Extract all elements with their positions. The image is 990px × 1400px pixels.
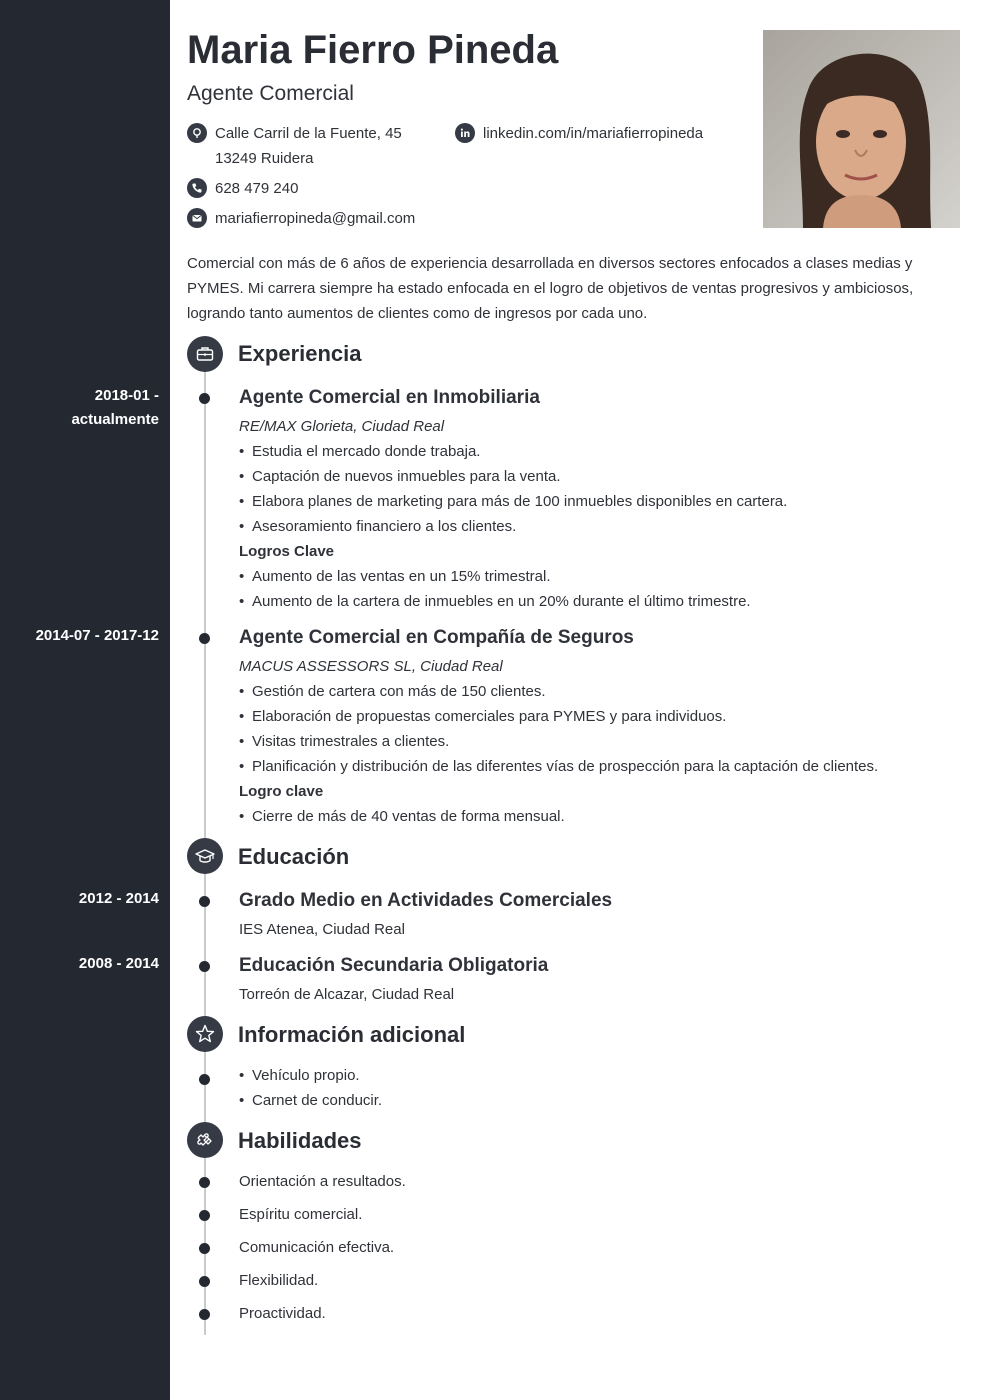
skill-item: Orientación a resultados. (239, 1173, 406, 1190)
star-icon (187, 1016, 223, 1052)
linkedin-icon (455, 123, 475, 143)
profile-summary: Comercial con más de 6 años de experiencia desarrollada en diversos sectores enfocados a clases medias y PYMES. Mi carrera siempre ha estado enfocada en el logro de objetivos de ventas progresivos y ambiciosos, logrando tanto aumentos de clientes como de ingresos por cada uno. (187, 255, 914, 322)
timeline-dot (199, 961, 210, 972)
skill-item: Espíritu comercial. (239, 1206, 363, 1223)
job-duties (239, 679, 878, 779)
timeline-dot (199, 1177, 210, 1188)
job-company: RE/MAX Glorieta, Ciudad Real (239, 418, 445, 435)
timeline-dot (199, 393, 210, 404)
contact-phone (187, 176, 298, 201)
skill-item: Flexibilidad. (239, 1272, 319, 1289)
sidebar (0, 0, 170, 1400)
list-item: • Captación de nuevos inmuebles para la venta. (239, 464, 787, 489)
list-item: • Elabora planes de marketing para más de 100 inmuebles disponibles en cartera. (239, 489, 787, 514)
contact-address (187, 121, 402, 171)
additional-list (239, 1063, 382, 1113)
candidate-name: Maria Fierro Pineda (187, 28, 559, 72)
education-school: IES Atenea, Ciudad Real (239, 921, 405, 938)
education-title: Educación (238, 844, 350, 869)
list-item: • Elaboración de propuestas comerciales para PYMES y para individuos. (239, 704, 878, 729)
address-line2: 13249 Ruidera (215, 150, 314, 167)
email-icon (187, 208, 207, 228)
job-title: Agente Comercial en Inmobiliaria (239, 387, 540, 408)
profile-photo (763, 30, 960, 228)
list-item: • Aumento de la cartera de inmuebles en un 20% durante el último trimestre. (239, 589, 751, 614)
list-item: • Visitas trimestrales a clientes. (239, 729, 878, 754)
timeline-dot (199, 896, 210, 907)
job-achievements (239, 804, 565, 829)
job-duties (239, 439, 787, 539)
email-address[interactable]: mariafierropineda@gmail.com (215, 210, 416, 227)
briefcase-icon (187, 336, 223, 372)
list-item: • Carnet de conducir. (239, 1088, 382, 1113)
list-item: • Cierre de más de 40 ventas de forma mensual. (239, 804, 565, 829)
linkedin-url[interactable]: linkedin.com/in/mariafierropineda (483, 125, 704, 142)
additional-title: Información adicional (238, 1022, 466, 1047)
list-item: • Asesoramiento financiero a los clientes. (239, 514, 787, 539)
timeline-dot (199, 633, 210, 644)
skill-item: Comunicación efectiva. (239, 1239, 395, 1256)
candidate-role: Agente Comercial (187, 82, 354, 105)
list-item: • Estudia el mercado donde trabaja. (239, 439, 787, 464)
education-date: 2008 - 2014 (78, 955, 159, 972)
list-item: • Gestión de cartera con más de 150 clientes. (239, 679, 878, 704)
timeline-dot (199, 1309, 210, 1320)
graduation-cap-icon (187, 838, 223, 874)
experience-title: Experiencia (238, 341, 362, 366)
timeline-dot (199, 1210, 210, 1221)
skill-item: Proactividad. (239, 1305, 326, 1322)
job-date: 2014-07 - 2017-12 (35, 627, 159, 644)
location-pin-icon (187, 123, 207, 143)
timeline-dot (199, 1276, 210, 1287)
education-date: 2012 - 2014 (78, 890, 159, 907)
timeline-dot (199, 1243, 210, 1254)
list-item: • Planificación y distribución de las diferentes vías de prospección para la captación de clientes. (239, 754, 878, 779)
achievements-title: Logros Clave (239, 543, 335, 560)
education-degree: Grado Medio en Actividades Comerciales (239, 890, 613, 911)
job-achievements (239, 564, 751, 614)
job-title: Agente Comercial en Compañía de Seguros (239, 627, 634, 648)
contact-email (187, 206, 415, 231)
contact-linkedin (455, 121, 703, 146)
job-date: 2018-01 - actualmente (71, 387, 159, 428)
skills-title: Habilidades (238, 1128, 362, 1153)
education-school: Torreón de Alcazar, Ciudad Real (239, 986, 455, 1003)
phone-number[interactable]: 628 479 240 (215, 180, 299, 197)
education-degree: Educación Secundaria Obligatoria (239, 955, 549, 976)
address-line1: Calle Carril de la Fuente, 45 (215, 125, 402, 142)
job-company: MACUS ASSESSORS SL, Ciudad Real (239, 658, 503, 675)
achievements-title: Logro clave (239, 783, 324, 800)
list-item: • Vehículo propio. (239, 1063, 382, 1088)
phone-icon (187, 178, 207, 198)
timeline-dot (199, 1074, 210, 1085)
list-item: • Aumento de las ventas en un 15% trimestral. (239, 564, 751, 589)
puzzle-icon (187, 1122, 223, 1158)
